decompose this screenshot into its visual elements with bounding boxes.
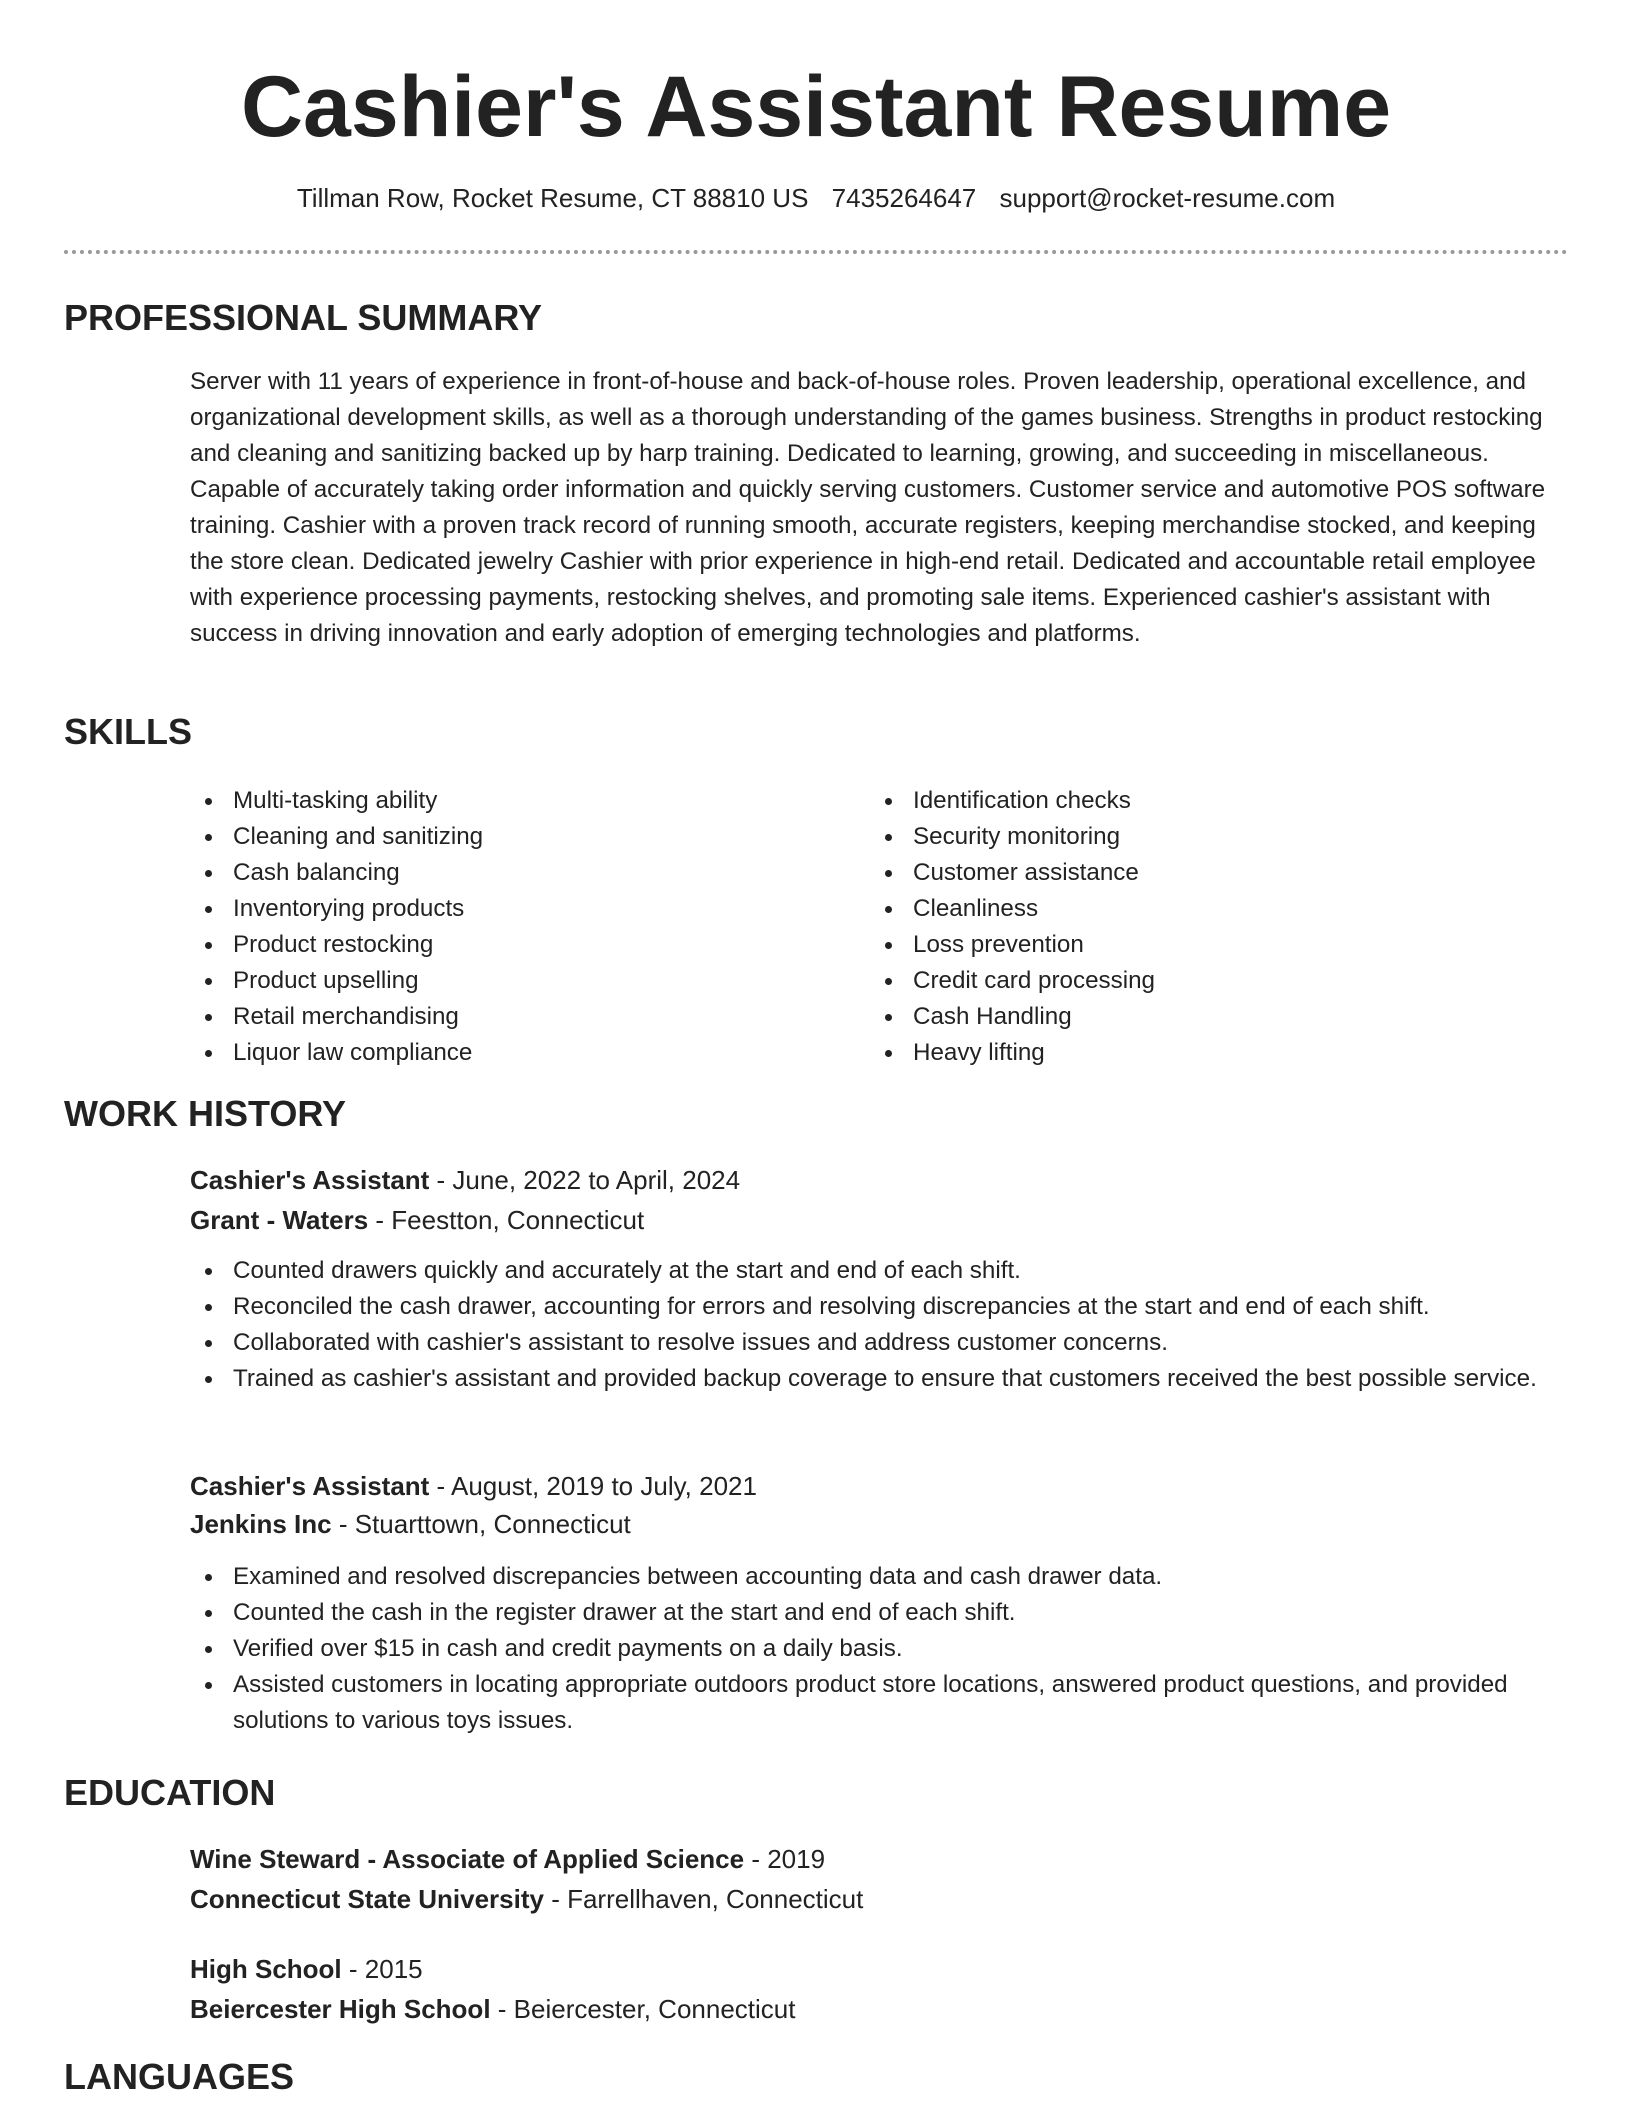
languages-heading: LANGUAGES xyxy=(64,2056,295,2097)
education-degree: High School xyxy=(190,1954,342,1984)
job-title: Cashier's Assistant xyxy=(190,1165,430,1195)
job-duty: Verified over $15 in cash and credit payments on a daily basis. xyxy=(190,1631,1560,1667)
job-duty: Examined and resolved discrepancies between accounting data and cash drawer data. xyxy=(190,1559,1560,1595)
skill-item: Cleanliness xyxy=(870,891,1550,927)
job-duty: Reconciled the cash drawer, accounting for errors and resolving discrepancies at the start and end of each shift. xyxy=(190,1289,1560,1325)
education-school: Beiercester High School xyxy=(190,1994,491,2024)
education-degree-line xyxy=(190,1841,825,1877)
skills-heading: SKILLS xyxy=(64,711,193,752)
skill-item: Identification checks xyxy=(870,783,1550,819)
summary-heading: PROFESSIONAL SUMMARY xyxy=(64,297,543,338)
job-duty: Collaborated with cashier's assistant to resolve issues and address customer concerns. xyxy=(190,1325,1560,1361)
contact-email: support@rocket-resume.com xyxy=(999,183,1336,213)
skill-item: Multi-tasking ability xyxy=(190,783,870,819)
education-location: - Beiercester, Connecticut xyxy=(490,1994,796,2024)
education-year: - 2019 xyxy=(744,1844,826,1874)
skill-item: Cash balancing xyxy=(190,855,870,891)
job-title: Cashier's Assistant xyxy=(190,1471,430,1501)
skill-item: Credit card processing xyxy=(870,963,1550,999)
skill-item: Product upselling xyxy=(190,963,870,999)
job-duty: Assisted customers in locating appropriate outdoors product store locations, answered product questions, and provided solutions to various toys issues. xyxy=(190,1667,1560,1739)
job-duty: Counted drawers quickly and accurately at the start and end of each shift. xyxy=(190,1253,1560,1289)
skill-item: Liquor law compliance xyxy=(190,1035,870,1071)
skill-item: Cleaning and sanitizing xyxy=(190,819,870,855)
job-company: Grant - Waters xyxy=(190,1205,369,1235)
job-duty: Counted the cash in the register drawer at the start and end of each shift. xyxy=(190,1595,1560,1631)
job-title-line xyxy=(190,1468,757,1504)
job-company-line xyxy=(190,1506,631,1542)
skill-item: Cash Handling xyxy=(870,999,1550,1035)
job-duties-list xyxy=(190,1559,1560,1739)
skill-item: Heavy lifting xyxy=(870,1035,1550,1071)
skill-item: Product restocking xyxy=(190,927,870,963)
education-school-line xyxy=(190,1881,863,1917)
contact-line xyxy=(0,180,1632,216)
job-company: Jenkins Inc xyxy=(190,1509,332,1539)
education-location: - Farrellhaven, Connecticut xyxy=(543,1884,864,1914)
education-degree: Wine Steward - Associate of Applied Science xyxy=(190,1844,745,1874)
education-school-line xyxy=(190,1991,795,2027)
education-heading: EDUCATION xyxy=(64,1772,276,1813)
contact-phone: 7435264647 xyxy=(831,183,977,213)
skill-item: Retail merchandising xyxy=(190,999,870,1035)
header-divider xyxy=(64,250,1568,254)
job-location: - Stuarttown, Connecticut xyxy=(331,1509,631,1539)
skill-item: Loss prevention xyxy=(870,927,1550,963)
job-dates: - August, 2019 to July, 2021 xyxy=(429,1471,757,1501)
job-company-line xyxy=(190,1202,644,1238)
resume-title: Cashier's Assistant Resume xyxy=(240,59,1392,155)
work-heading: WORK HISTORY xyxy=(64,1093,347,1134)
skill-item: Inventorying products xyxy=(190,891,870,927)
education-year: - 2015 xyxy=(341,1954,423,1984)
summary-text: Server with 11 years of experience in front-of-house and back-of-house roles. Proven leadership, operational excellence, and organizational development skills, as well as a thorough understanding of the games business. Strengths in product restocking and cleaning and sanitizing backed up by harp training. Dedicated to learning, growing, and succeeding in miscellaneous. Capable of accurately taking order information and quickly serving customers. Customer service and automotive POS software training. Cashier with a proven track record of running smooth, accurate registers, keeping merchandise stocked, and keeping the store clean. Dedicated jewelry Cashier with prior experience in high-end retail. Dedicated and accountable retail employee with experience processing payments, restocking shelves, and promoting sale items. Experienced cashier's assistant with success in driving innovation and early adoption of emerging technologies and platforms. xyxy=(190,368,1546,647)
education-degree-line xyxy=(190,1951,423,1987)
job-title-line xyxy=(190,1162,740,1198)
job-duties-list xyxy=(190,1253,1560,1397)
skill-item: Customer assistance xyxy=(870,855,1550,891)
job-location: - Feestton, Connecticut xyxy=(368,1205,645,1235)
contact-address: Tillman Row, Rocket Resume, CT 88810 US xyxy=(296,183,809,213)
skills-list xyxy=(190,783,1560,1071)
education-school: Connecticut State University xyxy=(190,1884,544,1914)
job-dates: - June, 2022 to April, 2024 xyxy=(429,1165,741,1195)
skill-item: Security monitoring xyxy=(870,819,1550,855)
job-duty: Trained as cashier's assistant and provided backup coverage to ensure that customers received the best possible service. xyxy=(190,1361,1560,1397)
